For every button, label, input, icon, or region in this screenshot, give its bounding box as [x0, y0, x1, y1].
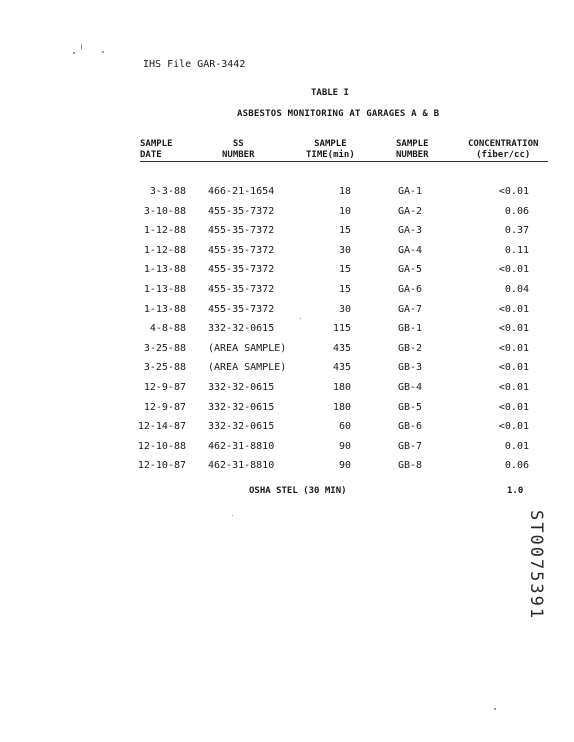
cell-concentration: <0.01 — [498, 362, 529, 373]
cell-date: 1-13-88 — [143, 304, 186, 315]
cell-sample-number: GA-1 — [398, 186, 423, 197]
cell-concentration: 0.04 — [504, 284, 529, 295]
cell-sample-number: GB-7 — [398, 441, 423, 452]
header-line-1: SS — [232, 139, 244, 149]
cell-date: 3-25-88 — [143, 343, 186, 354]
header-sample-date — [140, 139, 173, 161]
cell-concentration: <0.01 — [498, 186, 529, 197]
cell-sample-time: 30 — [338, 304, 351, 315]
cell-date: 1-13-88 — [143, 284, 186, 295]
header-line-1: SAMPLE — [314, 139, 347, 149]
cell-sample-number: GA-2 — [398, 206, 423, 217]
scan-speck — [81, 44, 82, 50]
header-concentration — [468, 139, 538, 161]
scan-speck — [102, 51, 104, 53]
table-subtitle: ASBESTOS MONITORING AT GARAGES A & B — [237, 109, 440, 119]
cell-ss-number: 455-35-7372 — [208, 245, 275, 256]
cell-sample-number: GA-5 — [398, 264, 423, 275]
cell-date: 12-9-87 — [143, 382, 186, 393]
cell-sample-time: 30 — [338, 245, 351, 256]
cell-sample-number: GA-6 — [398, 284, 423, 295]
cell-concentration: 0.06 — [504, 460, 529, 471]
cell-date: 12-9-87 — [143, 402, 186, 413]
cell-ss-number: 462-31-8810 — [208, 460, 275, 471]
cell-ss-number: (AREA SAMPLE) — [208, 362, 287, 373]
cell-sample-time: 435 — [332, 362, 351, 373]
cell-ss-number: 466-21-1654 — [208, 186, 275, 197]
cell-sample-number: GB-5 — [398, 402, 423, 413]
scan-speck — [494, 708, 496, 710]
cell-concentration: <0.01 — [498, 264, 529, 275]
file-reference: IHS File GAR-3442 — [143, 59, 246, 70]
cell-concentration: <0.01 — [498, 402, 529, 413]
header-line-1: CONCENTRATION — [468, 139, 539, 149]
cell-ss-number: (AREA SAMPLE) — [208, 343, 287, 354]
header-line-2: TIME(min) — [306, 150, 355, 160]
cell-date: 3-25-88 — [143, 362, 186, 373]
cell-ss-number: 332-32-0615 — [208, 323, 275, 334]
cell-concentration: <0.01 — [498, 421, 529, 432]
cell-sample-time: 60 — [338, 421, 351, 432]
cell-sample-number: GB-8 — [398, 460, 423, 471]
cell-concentration: <0.01 — [498, 323, 529, 334]
osha-stel-label: OSHA STEL (30 MIN) — [249, 486, 347, 496]
cell-sample-number: GB-4 — [398, 382, 423, 393]
cell-date: 3-10-88 — [143, 206, 186, 217]
cell-ss-number: 332-32-0615 — [208, 402, 275, 413]
cell-sample-number: GB-2 — [398, 343, 423, 354]
cell-ss-number: 332-32-0615 — [208, 382, 275, 393]
cell-concentration: <0.01 — [498, 343, 529, 354]
cell-sample-time: 15 — [338, 284, 351, 295]
cell-date: 12-10-87 — [137, 460, 186, 471]
header-line-2: (fiber/cc) — [476, 150, 531, 160]
header-line-2: DATE — [140, 150, 162, 160]
cell-ss-number: 455-35-7372 — [208, 304, 275, 315]
cell-ss-number: 455-35-7372 — [208, 284, 275, 295]
cell-sample-time: 90 — [338, 441, 351, 452]
cell-concentration: 0.06 — [504, 206, 529, 217]
header-sample-number — [396, 139, 429, 161]
header-sample-time — [306, 139, 355, 161]
cell-ss-number: 455-35-7372 — [208, 264, 275, 275]
cell-sample-number: GB-1 — [398, 323, 423, 334]
cell-concentration: <0.01 — [498, 304, 529, 315]
cell-sample-number: GB-6 — [398, 421, 423, 432]
cell-date: 3-3-88 — [149, 186, 186, 197]
cell-ss-number: 455-35-7372 — [208, 206, 275, 217]
cell-sample-time: 15 — [338, 264, 351, 275]
scan-speck — [300, 318, 301, 319]
cell-concentration: 0.01 — [504, 441, 529, 452]
cell-date: 1-12-88 — [143, 245, 186, 256]
cell-date: 12-14-87 — [137, 421, 186, 432]
cell-sample-time: 15 — [338, 225, 351, 236]
header-line-2: NUMBER — [222, 150, 255, 160]
cell-date: 12-10-88 — [137, 441, 186, 452]
cell-sample-number: GA-4 — [398, 245, 423, 256]
cell-sample-time: 90 — [338, 460, 351, 471]
header-line-1: SAMPLE — [140, 139, 173, 149]
scan-speck — [232, 515, 233, 516]
cell-date: 4-8-88 — [149, 323, 186, 334]
osha-stel-value: 1.0 — [507, 486, 524, 496]
cell-ss-number: 455-35-7372 — [208, 225, 275, 236]
cell-sample-time: 115 — [332, 323, 351, 334]
cell-date: 1-13-88 — [143, 264, 186, 275]
cell-ss-number: 462-31-8810 — [208, 441, 275, 452]
header-rule — [140, 161, 548, 162]
cell-sample-number: GA-3 — [398, 225, 423, 236]
header-line-1: SAMPLE — [396, 139, 429, 149]
cell-sample-time: 435 — [332, 343, 351, 354]
cell-concentration: 0.11 — [504, 245, 529, 256]
cell-sample-number: GA-7 — [398, 304, 423, 315]
header-ss-number — [222, 139, 255, 161]
header-line-2: NUMBER — [396, 150, 429, 160]
cell-concentration: <0.01 — [498, 382, 529, 393]
cell-sample-time: 180 — [332, 402, 351, 413]
cell-ss-number: 332-32-0615 — [208, 421, 275, 432]
scan-speck — [73, 52, 75, 54]
cell-sample-number: GB-3 — [398, 362, 423, 373]
cell-concentration: 0.37 — [504, 225, 529, 236]
document-stamp: ST0075391 — [526, 510, 546, 621]
cell-date: 1-12-88 — [143, 225, 186, 236]
cell-sample-time: 180 — [332, 382, 351, 393]
table-title-text: TABLE I — [311, 88, 349, 98]
cell-sample-time: 18 — [338, 186, 351, 197]
cell-sample-time: 10 — [338, 206, 351, 217]
